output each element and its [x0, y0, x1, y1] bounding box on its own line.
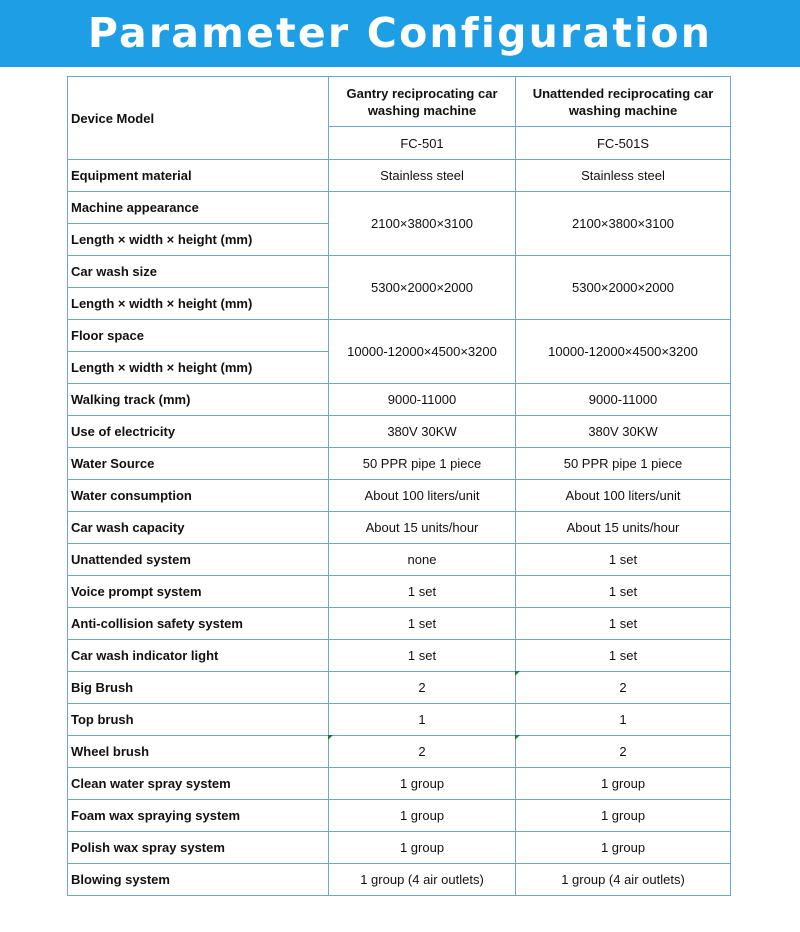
table-row — [68, 77, 731, 127]
row-value: 2 — [329, 736, 516, 768]
row-label: Use of electricity — [68, 416, 329, 448]
row-value: 2 — [329, 672, 516, 704]
row-value: 1 group (4 air outlets) — [516, 864, 731, 896]
row-label: Big Brush — [68, 672, 329, 704]
table-row — [68, 544, 731, 576]
model-code-2: FC-501S — [516, 127, 731, 160]
table-row — [68, 864, 731, 896]
row-value: 1 set — [516, 544, 731, 576]
row-value: none — [329, 544, 516, 576]
row-value: 1 group — [516, 768, 731, 800]
table-row — [68, 512, 731, 544]
table-row — [68, 768, 731, 800]
table-row — [68, 800, 731, 832]
row-label: Blowing system — [68, 864, 329, 896]
table-row — [68, 320, 731, 352]
row-value: 1 group — [329, 832, 516, 864]
row-value: 9000-11000 — [516, 384, 731, 416]
row-label: Voice prompt system — [68, 576, 329, 608]
row-value: 1 set — [516, 608, 731, 640]
table-row — [68, 832, 731, 864]
row-value: 5300×2000×2000 — [329, 256, 516, 320]
row-value: 1 group — [516, 832, 731, 864]
row-label: Foam wax spraying system — [68, 800, 329, 832]
row-value: About 100 liters/unit — [329, 480, 516, 512]
row-label: Floor space — [68, 320, 329, 352]
row-label: Walking track (mm) — [68, 384, 329, 416]
row-value: 1 group — [329, 768, 516, 800]
row-value: 10000-12000×4500×3200 — [329, 320, 516, 384]
page-title: Parameter Configuration — [87, 9, 713, 57]
row-value: 50 PPR pipe 1 piece — [329, 448, 516, 480]
device-model-label: Device Model — [68, 77, 329, 160]
table-row — [68, 480, 731, 512]
title-banner — [0, 0, 800, 67]
row-value: 2100×3800×3100 — [516, 192, 731, 256]
row-value: 1 group — [329, 800, 516, 832]
row-value: 2 — [516, 736, 731, 768]
row-value: About 100 liters/unit — [516, 480, 731, 512]
row-label: Machine appearance — [68, 192, 329, 224]
row-label: Wheel brush — [68, 736, 329, 768]
row-value: 1 set — [516, 576, 731, 608]
row-label: Top brush — [68, 704, 329, 736]
row-value: 1 set — [329, 640, 516, 672]
row-value: 9000-11000 — [329, 384, 516, 416]
table-row — [68, 736, 731, 768]
row-label: Car wash capacity — [68, 512, 329, 544]
model-name-1: Gantry reciprocating car washing machine — [329, 77, 516, 127]
row-value: About 15 units/hour — [516, 512, 731, 544]
table-row — [68, 256, 731, 288]
row-value: 380V 30KW — [516, 416, 731, 448]
row-value: 380V 30KW — [329, 416, 516, 448]
row-value: 1 set — [329, 608, 516, 640]
row-sublabel: Length × width × height (mm) — [68, 224, 329, 256]
row-value: 1 set — [329, 576, 516, 608]
model-code-1: FC-501 — [329, 127, 516, 160]
row-label: Water Source — [68, 448, 329, 480]
model-name-2: Unattended reciprocating car washing machine — [516, 77, 731, 127]
row-label: Car wash size — [68, 256, 329, 288]
table-row — [68, 192, 731, 224]
row-label: Unattended system — [68, 544, 329, 576]
row-value: 5300×2000×2000 — [516, 256, 731, 320]
row-value: 2 — [516, 672, 731, 704]
table-row — [68, 384, 731, 416]
row-label: Polish wax spray system — [68, 832, 329, 864]
row-sublabel: Length × width × height (mm) — [68, 352, 329, 384]
row-value: About 15 units/hour — [329, 512, 516, 544]
table-row — [68, 416, 731, 448]
table-row — [68, 640, 731, 672]
parameter-table — [67, 76, 731, 896]
row-value: 10000-12000×4500×3200 — [516, 320, 731, 384]
row-value: 1 set — [516, 640, 731, 672]
table-row — [68, 608, 731, 640]
row-value: 1 — [329, 704, 516, 736]
row-value: 2100×3800×3100 — [329, 192, 516, 256]
row-label: Car wash indicator light — [68, 640, 329, 672]
table-row — [68, 576, 731, 608]
table-row — [68, 672, 731, 704]
row-value: 1 group (4 air outlets) — [329, 864, 516, 896]
row-label: Clean water spray system — [68, 768, 329, 800]
row-sublabel: Length × width × height (mm) — [68, 288, 329, 320]
row-value: 1 group — [516, 800, 731, 832]
row-value: Stainless steel — [516, 160, 731, 192]
row-label: Water consumption — [68, 480, 329, 512]
table-row — [68, 704, 731, 736]
table-row — [68, 448, 731, 480]
row-value: 1 — [516, 704, 731, 736]
row-value: 50 PPR pipe 1 piece — [516, 448, 731, 480]
row-label: Anti-collision safety system — [68, 608, 329, 640]
simple-rows — [68, 384, 731, 896]
table-row — [68, 160, 731, 192]
row-value: Stainless steel — [329, 160, 516, 192]
row-label: Equipment material — [68, 160, 329, 192]
